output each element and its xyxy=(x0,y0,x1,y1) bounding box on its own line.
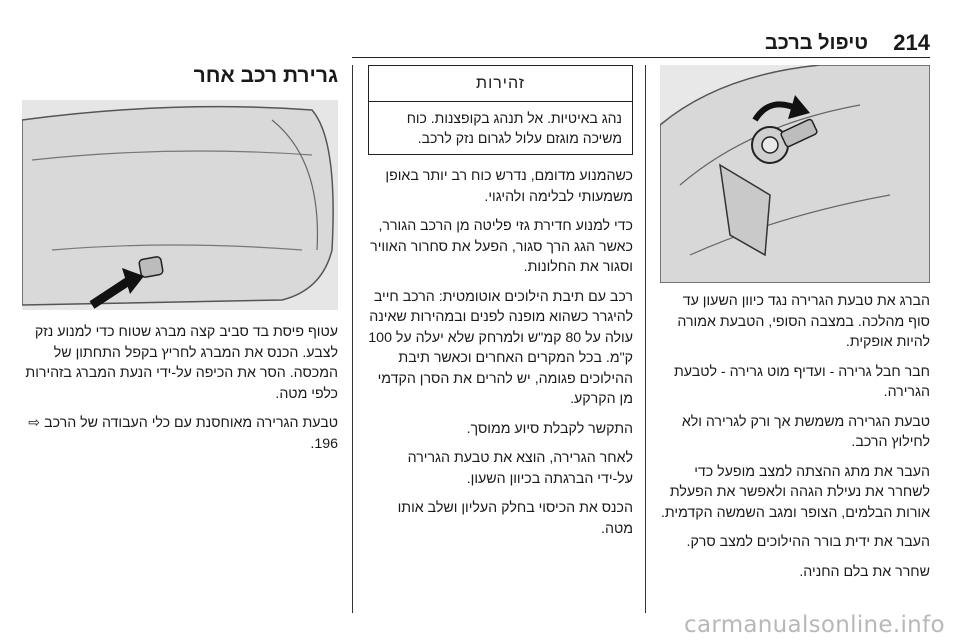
right-column-text xyxy=(660,291,930,591)
paragraph: העבר את ידית בורר ההילוכים למצב סרק. xyxy=(686,534,930,550)
column-divider-left xyxy=(352,65,353,613)
left-column-text xyxy=(22,322,338,463)
page-header xyxy=(352,30,930,54)
paragraph: טבעת הגרירה מאוחסנת עם כלי העבודה של הרכב ⇨ 196. xyxy=(28,415,338,452)
column-divider-right xyxy=(645,65,646,613)
rear-bumper-illustration xyxy=(22,100,338,310)
paragraph: התקשר לקבלת סיוע ממוסך. xyxy=(466,420,633,437)
page-title: טיפול ברכב xyxy=(764,32,868,54)
paragraph: כדי למנוע חדירת גזי פליטה מן הרכב הגורר, כאשר הגג הרך סגור, הפעל את סחרור האוויר וסגור את החלונות. xyxy=(370,218,633,275)
warning-text: נהג באיטיות. אל תנהג בקופצנות. כוח משיכה מוגזם עלול לגרום נזק לרכב. xyxy=(406,110,622,146)
paragraph: עטוף פיסת בד סביב קצה מברג שטוח כדי למנוע נזק לצבע. הכנס את המברג לחריץ בקפל התחתון של המכסה. הסר את הכיפה על-ידי הנעת המברג בזהירות כלפי מטה. xyxy=(25,324,338,402)
rear-bumper-figure xyxy=(22,100,338,310)
paragraph: שחרר את בלם החניה. xyxy=(799,563,930,580)
watermark: carmanualsonline.info xyxy=(684,612,945,638)
middle-column-text xyxy=(368,166,633,548)
paragraph: רכב עם תיבת הילוכים אוטומטית: הרכב חייב להיגרר כשהוא מופנה לפנים ובמהירות שאינה עולה על 80 קמ"ש ולמרחק שלא יעלה על 100 ק"מ. בכל המקרים האחרים וכאשר תיבת ההילוכים פגומה, יש להרים את הסרן הקדמי מן הקרקע. xyxy=(368,288,633,407)
paragraph: טבעת הגרירה משמשת אך ורק לגרירה ולא לחילוץ הרכב. xyxy=(681,413,930,450)
section-title: גרירת רכב אחר xyxy=(193,64,338,87)
warning-title: זהירות xyxy=(369,66,632,102)
paragraph: הכנס את הכיסוי בחלק העליון ושלב אותו מטה. xyxy=(397,500,633,537)
tow-eye-illustration xyxy=(660,65,930,283)
paragraph: לאחר הגרירה, הוצא את טבעת הגרירה על-ידי הברגתה בכיוון השעון. xyxy=(407,450,633,487)
header-rule xyxy=(352,57,930,58)
paragraph: העבר את מתג ההצתה למצב מופעל כדי לשחרר את נעילת הגהה ולאפשר את הפעלת אורות הבלמים, הצופר ומגב השמשה הקדמית. xyxy=(660,463,930,521)
page-number: 214 xyxy=(893,30,930,55)
warning-box xyxy=(368,65,633,155)
paragraph: הברג את טבעת הגרירה נגד כיוון השעון עד סוף מהלכה. במצבה הסופי, הטבעת אמורה להיות אופקית. xyxy=(677,293,930,350)
tow-eye-figure xyxy=(660,65,930,283)
paragraph: חבר חבל גרירה - ועדיף מוט גרירה - לטבעת הגרירה. xyxy=(673,363,930,400)
paragraph: כשהמנוע מדומם, נדרש כוח רב יותר באופן משמעותי לבלימה ולהיגוי. xyxy=(385,168,633,205)
